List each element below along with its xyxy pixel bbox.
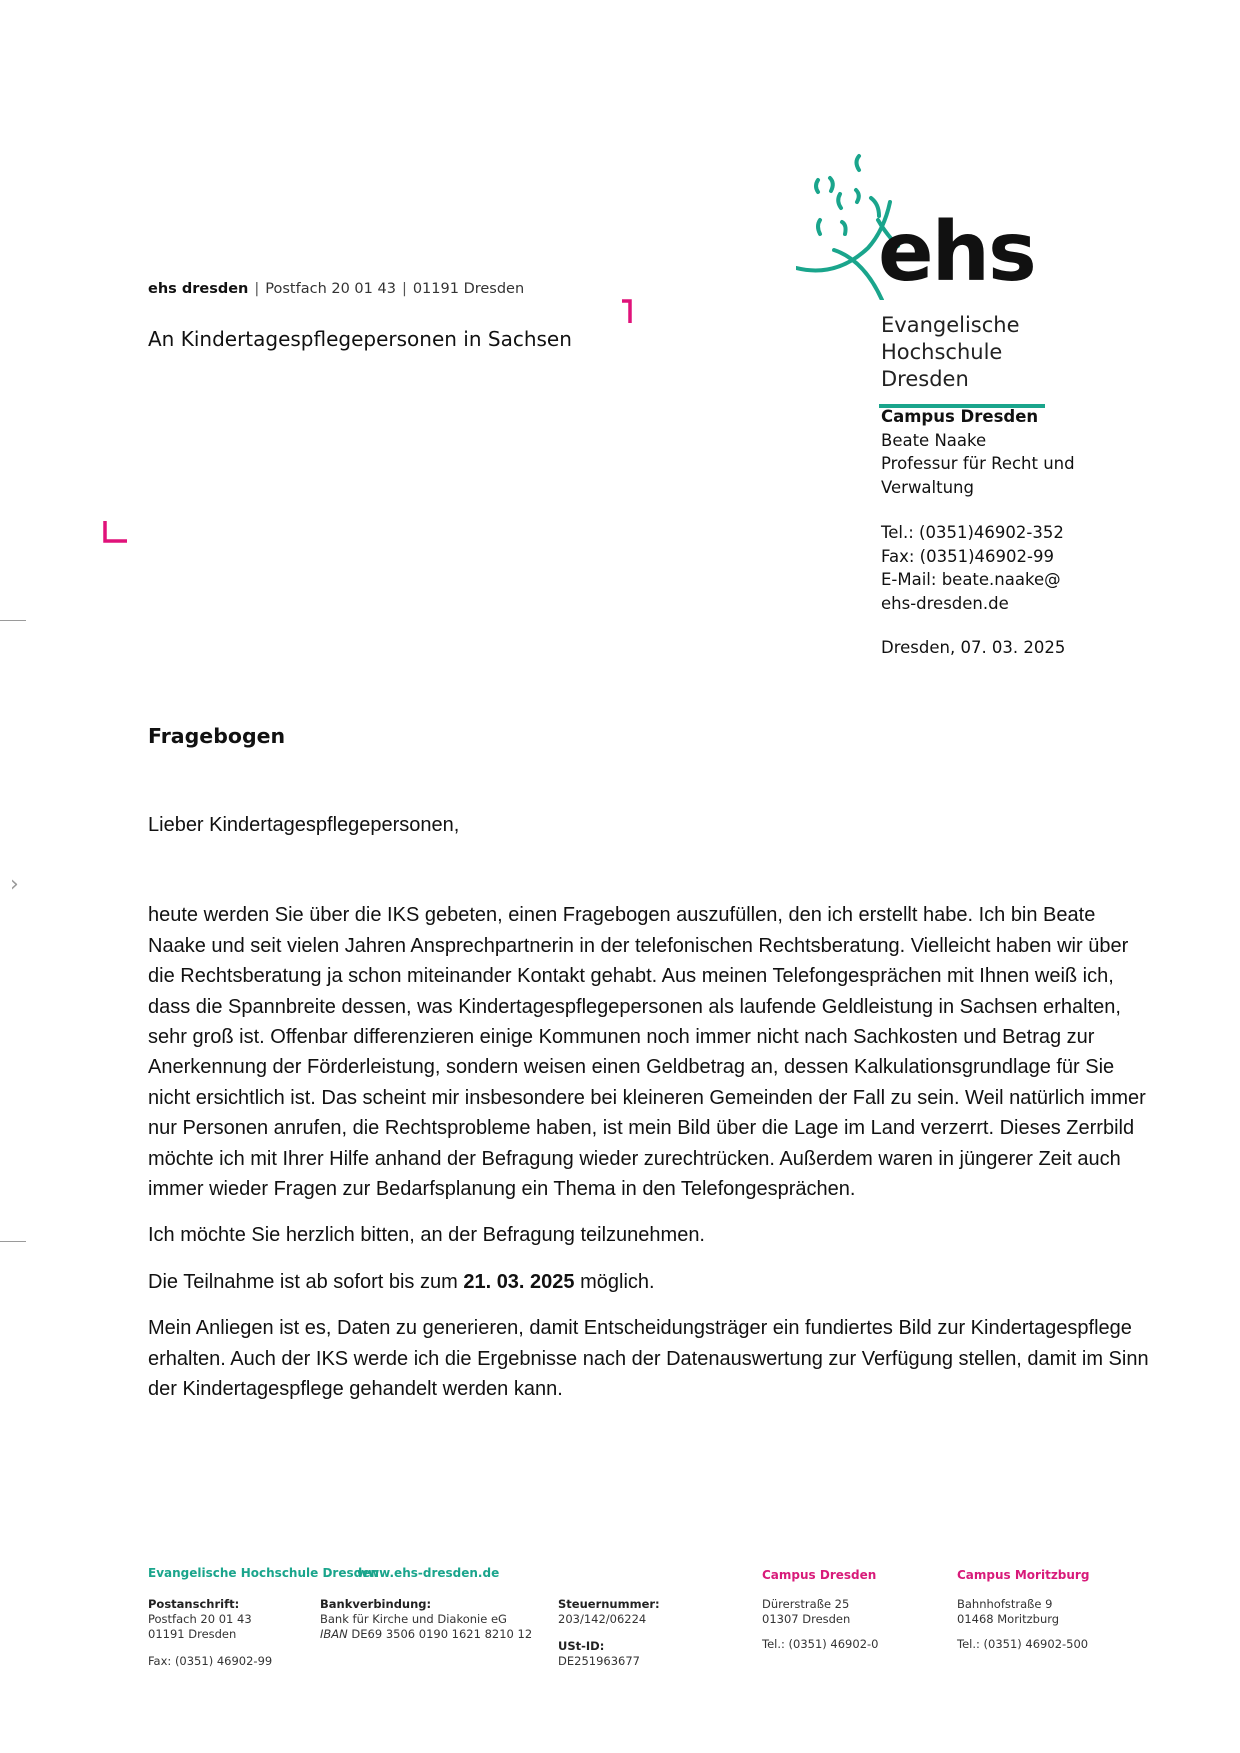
punch-mark-icon: › [10,872,19,897]
footer-campus-moritzburg [957,1568,1089,1652]
footer-iban-label: IBAN [320,1627,348,1641]
sender-city: 01191 Dresden [412,281,525,297]
logo-wordmark: ehs [878,205,1035,300]
institution-name [881,312,1020,393]
institution-line-3: Dresden [881,367,969,391]
footer-postal-label: Postanschrift: [148,1597,240,1611]
institution-line-1: Evangelische [881,313,1020,337]
paragraph-4: Mein Anliegen ist es, Daten zu generieren, damit Entscheidungsträger ein fundiertes Bild zur Kindertagespflege erhalten. Auch der IKS werde ich die Ergebnisse nach der Datenauswertung zur Verfügung stellen, damit im Sinn der Kindertagespflege gehandelt werden kann. [148,1317,1149,1401]
footer-campus-dresden [762,1568,878,1652]
footer-campus2-street: Bahnhofstraße 9 [957,1597,1053,1611]
letter-date: Dresden, 07. 03. 2025 [881,638,1066,657]
footer-org [148,1566,379,1581]
footer-campus1-city: 01307 Dresden [762,1612,851,1626]
footer-campus2-tel: Tel.: (0351) 46902-500 [957,1637,1089,1651]
footer-org-name: Evangelische Hochschule Dresden [148,1566,379,1580]
footer-tax-number: 203/142/06224 [558,1612,647,1626]
footer-vat-number: DE251963677 [558,1654,640,1668]
contact-details [881,521,1064,615]
letter-body [148,810,1158,1421]
footer-campus2-name: Campus Moritzburg [957,1568,1090,1582]
contact-campus: Campus Dresden [881,407,1039,426]
footer-bank [320,1597,532,1642]
address-window-corner-top-right [622,299,632,323]
footer-tax-label: Steuernummer: [558,1597,660,1611]
paragraph-3 [148,1267,1158,1297]
address-window-corner-bottom-left [103,521,127,543]
sender-org: ehs dresden [148,281,249,297]
paragraph-2: Ich möchte Sie herzlich bitten, an der Befragung teilzunehmen. [148,1224,705,1247]
contact-fax: Fax: (0351)46902-99 [881,546,1054,566]
paragraph-3-end: möglich. [574,1270,655,1293]
footer-website-wrap [357,1566,499,1581]
footer-tax [558,1597,660,1627]
footer-vat [558,1639,640,1669]
footer-campus1-name: Campus Dresden [762,1568,877,1582]
footer-iban-line [320,1627,532,1642]
footer-fax: Fax: (0351) 46902-99 [148,1654,273,1668]
contact-role-line-1: Professur für Recht und [881,454,1075,473]
salutation: Lieber Kindertagespflegepersonen, [148,814,460,836]
recipient-address: An Kindertagespflegepersonen in Sachsen [148,327,572,351]
footer-campus2-city: 01468 Moritzburg [957,1612,1060,1626]
footer-website-link[interactable]: www.ehs-dresden.de [357,1566,500,1580]
fold-mark-top [0,620,26,621]
contact-block [881,405,1075,499]
footer-postal-line-1: Postfach 20 01 43 [148,1612,252,1626]
footer-postal-line-2: 01191 Dresden [148,1627,237,1641]
paragraph-3-start: Die Teilnahme ist ab sofort bis zum [148,1270,464,1293]
sender-line: ehs dresden | Postfach 20 01 43 | 01191 Dresden [148,281,525,297]
footer-campus1-tel: Tel.: (0351) 46902-0 [762,1637,879,1651]
sender-address: Postfach 20 01 43 [265,281,396,297]
contact-role-line-2: Verwaltung [881,477,974,497]
footer-campus1-street: Dürerstraße 25 [762,1597,850,1611]
contact-name: Beate Naake [881,430,987,450]
paragraph-1: heute werden Sie über die IKS gebeten, einen Fragebogen auszufüllen, den ich erstellt habe. Ich bin Beate Naake und seit vielen Jahren Ansprechpartnerin in der telefonischen Rechtsberatung. Vielleicht haben wir über die Rechtsberatung ja schon miteinander Kontakt gehabt. Aus meinen Telefongesprächen mit Ihnen weiß ich, dass die Spannbreite dessen, was Kindertagespflegepersonen als laufende Geldleistung in Sachsen erhalten, sehr groß ist. Offenbar differenzieren einige Kommunen noch immer nicht nach Sachkosten und Betrag zur Anerkennung der Förderleistung, sondern weisen einen Geldbetrag an, dessen Kalkulationsgrundlage für Sie nicht ersichtlich ist. Das scheint mir insbesondere bei kleineren Gemeinden der Fall zu sein. Weil natürlich immer nur Personen anrufen, die Rechtsprobleme haben, ist mein Bild über die Lage im Land verzerrt. Dieses Zerrbild möchte ich mit Ihrer Hilfe anhand der Befragung wieder zurechtrücken. Außerdem waren in jüngerer Zeit auch immer wieder Fragen zur Bedarfsplanung ein Thema in den Telefongesprächen. [148,904,1146,1201]
footer-bank-label: Bankverbindung: [320,1597,432,1611]
institution-line-2: Hochschule [881,340,1003,364]
footer-postal [148,1597,252,1642]
deadline-date: 21. 03. 2025 [463,1270,575,1293]
fold-mark-bottom [0,1241,26,1242]
contact-email-line-1[interactable]: E-Mail: beate.naake@ [881,570,1061,589]
contact-phone: Tel.: (0351)46902-352 [881,523,1064,542]
footer-vat-label: USt-ID: [558,1639,605,1653]
letter-subject: Fragebogen [148,724,286,748]
footer-bank-name: Bank für Kirche und Diakonie eG [320,1612,507,1626]
contact-email-line-2[interactable]: ehs-dresden.de [881,593,1009,613]
footer-iban: DE69 3506 0190 1621 8210 12 [351,1627,533,1641]
